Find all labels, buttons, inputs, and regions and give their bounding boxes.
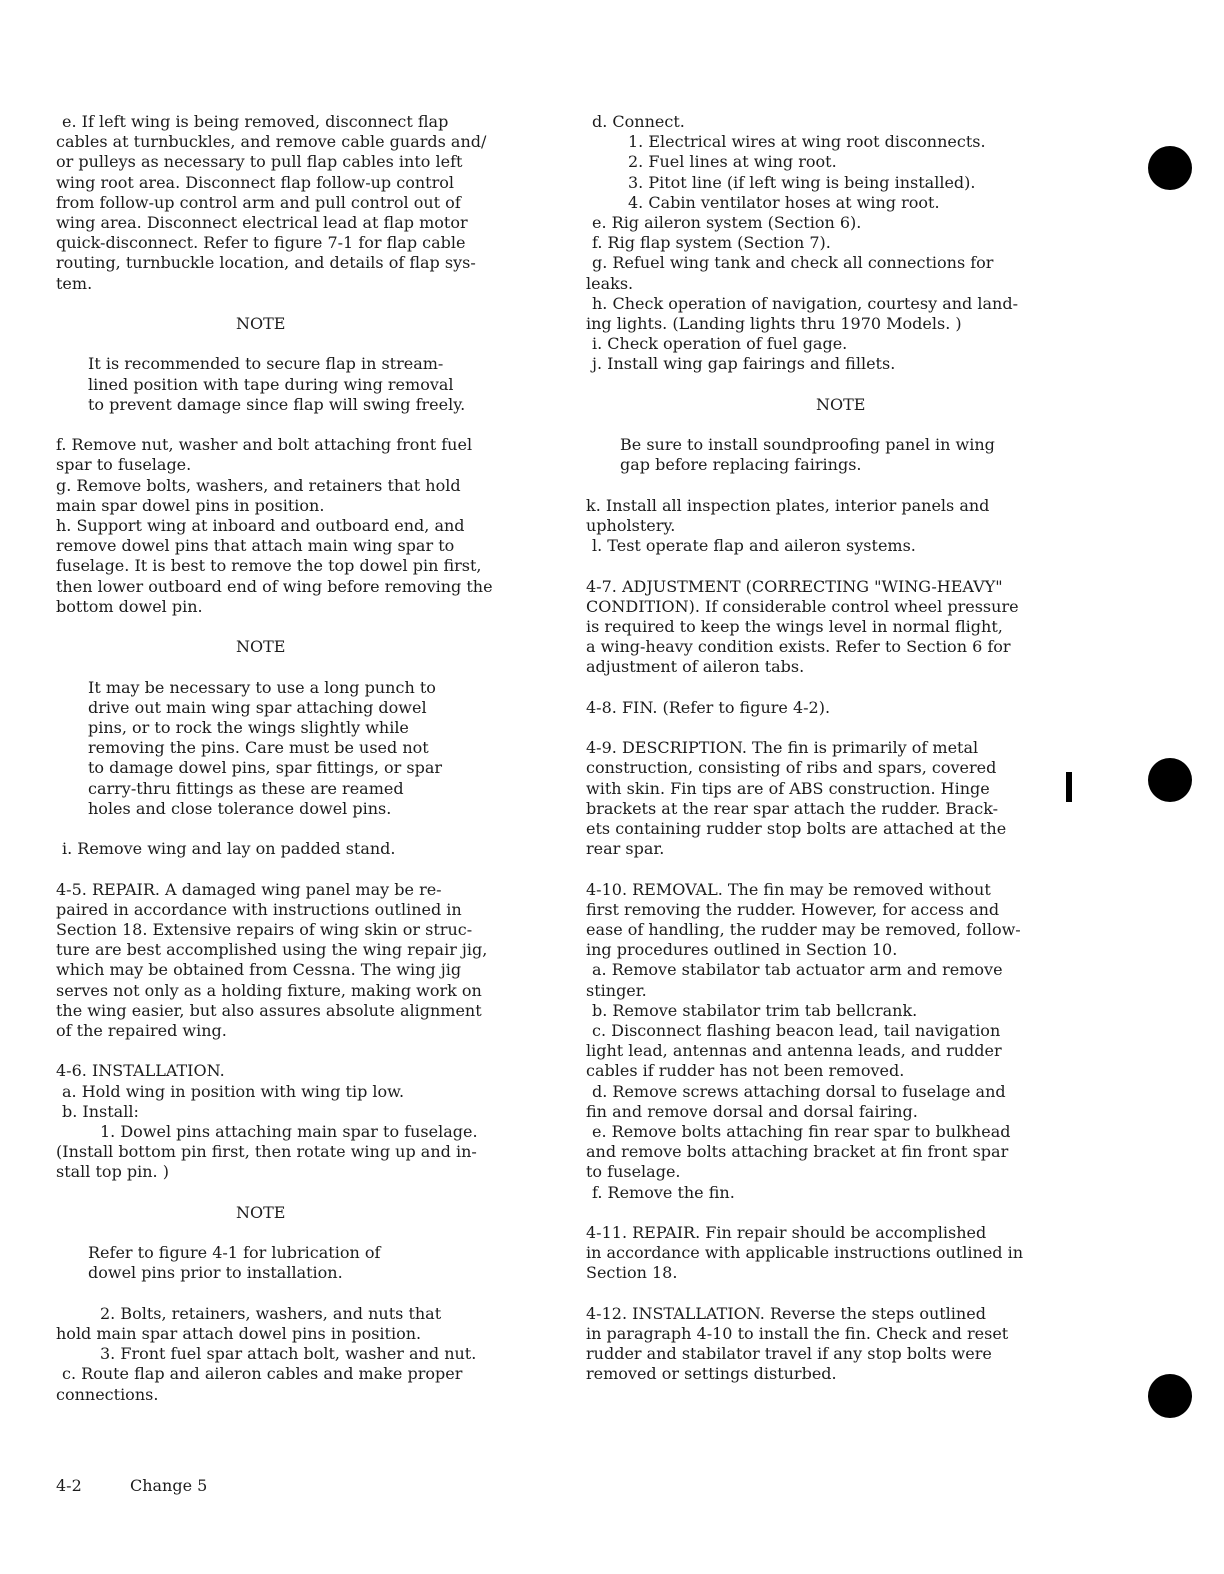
section-4-5-repair	[56, 880, 540, 1042]
text-line: 4-11. REPAIR. Fin repair should be accomplished	[586, 1223, 987, 1243]
text-line: b. Remove stabilator trim tab bellcrank.	[592, 1000, 918, 1020]
text-line: stinger.	[586, 980, 647, 1000]
text-line: fin and remove dorsal and dorsal fairing.	[586, 1101, 918, 1121]
text-line: c. Disconnect flashing beacon lead, tail navigation	[592, 1021, 1001, 1041]
text-line: stall top pin. )	[56, 1162, 169, 1182]
section-4-10-removal	[586, 880, 1072, 1203]
text-line: It is recommended to secure flap in stream-	[88, 354, 444, 374]
note-body	[56, 354, 540, 415]
text-line: to fuselage.	[586, 1162, 681, 1182]
text-line: remove dowel pins that attach main wing spar to	[56, 536, 455, 556]
text-line: adjustment of aileron tabs.	[586, 657, 805, 677]
text-line: pins, or to rock the wings slightly while	[88, 718, 409, 738]
punch-hole-middle	[1148, 758, 1192, 802]
text-line: with skin. Fin tips are of ABS construction. Hinge	[586, 778, 990, 798]
note-body	[56, 1243, 540, 1283]
section-heading: 4-6. INSTALLATION.	[56, 1061, 225, 1081]
text-line: and remove bolts attaching bracket at fin front spar	[586, 1142, 1009, 1162]
text-line: 4-10. REMOVAL. The fin may be removed without	[586, 879, 991, 899]
text-line: ing procedures outlined in Section 10.	[586, 940, 898, 960]
text-line: removed or settings disturbed.	[586, 1364, 837, 1384]
text-line: g. Refuel wing tank and check all connections for	[592, 253, 994, 273]
text-line: leaks.	[586, 273, 634, 293]
text-line: bottom dowel pin.	[56, 596, 203, 616]
text-line: upholstery.	[586, 516, 676, 536]
text-line: tem.	[56, 273, 93, 293]
text-line: 3. Pitot line (if left wing is being installed).	[628, 172, 976, 192]
text-line: g. Remove bolts, washers, and retainers that hold	[56, 475, 461, 495]
text-line: dowel pins prior to installation.	[88, 1263, 343, 1283]
text-line: l. Test operate flap and aileron systems.	[592, 536, 916, 556]
note-title: NOTE	[236, 637, 286, 657]
text-line: Refer to figure 4-1 for lubrication of	[88, 1243, 381, 1263]
text-line: a. Remove stabilator tab actuator arm and remove	[592, 960, 1003, 980]
text-line: cables at turnbuckles, and remove cable guards and/	[56, 132, 487, 152]
punch-hole-bottom	[1148, 1374, 1192, 1418]
text-line: then lower outboard end of wing before removing the	[56, 576, 493, 596]
text-line: b. Install:	[62, 1101, 139, 1121]
text-line: 1. Electrical wires at wing root disconnects.	[628, 132, 986, 152]
note-title: NOTE	[236, 314, 286, 334]
text-line: drive out main wing spar attaching dowel	[88, 697, 427, 717]
text-line: e. If left wing is being removed, disconnect flap	[62, 112, 449, 131]
section-4-9-description	[586, 738, 1072, 859]
text-line: light lead, antennas and antenna leads, and rudder	[586, 1041, 1002, 1061]
section-4-7-adjustment	[586, 577, 1072, 678]
text-line: to damage dowel pins, spar fittings, or spar	[88, 758, 443, 778]
text-line: brackets at the rear spar attach the rudder. Brack-	[586, 798, 999, 818]
text-line: carry-thru fittings as these are reamed	[88, 778, 404, 798]
text-line: Section 18.	[586, 1263, 678, 1283]
note-body	[586, 435, 1072, 475]
text-line: e. Remove bolts attaching fin rear spar to bulkhead	[592, 1122, 1011, 1142]
text-line: routing, turnbuckle location, and details of flap sys-	[56, 253, 476, 273]
text-line: a wing-heavy condition exists. Refer to Section 6 for	[586, 637, 1011, 657]
text-line: of the repaired wing.	[56, 1021, 227, 1041]
text-line: connections.	[56, 1384, 159, 1404]
punch-hole-top	[1148, 146, 1192, 190]
text-line: lined position with tape during wing removal	[88, 374, 454, 394]
text-line: ease of handling, the rudder may be removed, follow-	[586, 920, 1021, 940]
text-line: 4-12. INSTALLATION. Reverse the steps outlined	[586, 1303, 986, 1323]
text-line: construction, consisting of ribs and spars, covered	[586, 758, 997, 778]
paragraph-d-to-j	[586, 112, 1072, 375]
text-line: gap before replacing fairings.	[620, 455, 862, 475]
text-line: serves not only as a holding fixture, making work on	[56, 980, 482, 1000]
text-line: 2. Fuel lines at wing root.	[628, 152, 837, 172]
installation-continued	[56, 1304, 540, 1405]
text-line: in paragraph 4-10 to install the fin. Check and reset	[586, 1324, 1009, 1344]
paragraph-f-to-h	[56, 435, 540, 617]
text-line: fuselage. It is best to remove the top dowel pin first,	[56, 556, 482, 576]
text-line: d. Remove screws attaching dorsal to fuselage and	[592, 1081, 1006, 1101]
page-footer	[56, 1476, 207, 1496]
note-title: NOTE	[236, 1202, 286, 1222]
text-line: hold main spar attach dowel pins in position.	[56, 1324, 422, 1344]
section-4-12-installation	[586, 1304, 1072, 1385]
text-line: to prevent damage since flap will swing freely.	[88, 394, 466, 414]
paragraph-k-l	[586, 496, 1072, 557]
text-line: c. Route flap and aileron cables and make proper	[62, 1364, 463, 1384]
text-line: f. Remove nut, washer and bolt attaching front fuel	[56, 435, 473, 455]
text-line: the wing easier, but also assures absolute alignment	[56, 1000, 482, 1020]
text-line: or pulleys as necessary to pull flap cables into left	[56, 152, 463, 172]
section-4-8-fin: 4-8. FIN. (Refer to figure 4-2).	[586, 697, 831, 717]
left-column	[56, 112, 540, 1405]
text-line: 4-9. DESCRIPTION. The fin is primarily of metal	[586, 738, 979, 758]
section-4-6-installation	[56, 1061, 540, 1182]
text-line: rear spar.	[586, 839, 665, 859]
text-line: e. Rig aileron system (Section 6).	[592, 213, 862, 233]
text-line: f. Remove the fin.	[592, 1182, 735, 1202]
text-line: 2. Bolts, retainers, washers, and nuts that	[100, 1303, 442, 1323]
text-line: ets containing rudder stop bolts are attached at the	[586, 819, 1007, 839]
text-line: (Install bottom pin first, then rotate wing up and in-	[56, 1142, 477, 1162]
page-number: 4-2	[56, 1476, 82, 1495]
text-line: d. Connect.	[592, 112, 685, 131]
text-line: from follow-up control arm and pull control out of	[56, 192, 461, 212]
text-line: in accordance with applicable instructions outlined in	[586, 1243, 1024, 1263]
right-column	[586, 112, 1072, 1385]
text-line: first removing the rudder. However, for access and	[586, 899, 1000, 919]
section-4-11-repair	[586, 1223, 1072, 1284]
text-line: h. Support wing at inboard and outboard end, and	[56, 516, 465, 536]
paragraph-e-disconnect-flap	[56, 112, 540, 294]
text-line: ing lights. (Landing lights thru 1970 Models. )	[586, 314, 962, 334]
text-line: k. Install all inspection plates, interior panels and	[586, 495, 990, 515]
text-line: ture are best accomplished using the wing repair jig,	[56, 940, 488, 960]
text-line: Be sure to install soundproofing panel in wing	[620, 435, 995, 455]
text-line: 4-7. ADJUSTMENT (CORRECTING "WING-HEAVY"	[586, 576, 1003, 596]
text-line: paired in accordance with instructions outlined in	[56, 899, 462, 919]
text-line: j. Install wing gap fairings and fillets.	[592, 354, 896, 374]
note-title: NOTE	[816, 394, 866, 414]
text-line: holes and close tolerance dowel pins.	[88, 798, 392, 818]
text-line: which may be obtained from Cessna. The wing jig	[56, 960, 462, 980]
change-bar	[1066, 772, 1072, 802]
text-line: main spar dowel pins in position.	[56, 495, 325, 515]
text-line: i. Check operation of fuel gage.	[592, 334, 848, 354]
text-line: quick-disconnect. Refer to figure 7-1 for flap cable	[56, 233, 466, 253]
text-line: Section 18. Extensive repairs of wing skin or struc-	[56, 920, 473, 940]
text-line: 4. Cabin ventilator hoses at wing root.	[628, 192, 940, 212]
text-line: 1. Dowel pins attaching main spar to fuselage.	[100, 1122, 478, 1142]
change-label: Change 5	[129, 1476, 208, 1495]
text-line: spar to fuselage.	[56, 455, 192, 475]
note-body	[56, 678, 540, 819]
text-line: h. Check operation of navigation, courtesy and land-	[592, 293, 1018, 313]
text-line: wing area. Disconnect electrical lead at flap motor	[56, 213, 468, 233]
text-line: wing root area. Disconnect flap follow-up control	[56, 172, 454, 192]
text-line: CONDITION). If considerable control wheel pressure	[586, 596, 1019, 616]
text-line: is required to keep the wings level in normal flight,	[586, 617, 1003, 637]
text-line: a. Hold wing in position with wing tip low.	[62, 1081, 405, 1101]
text-line: 3. Front fuel spar attach bolt, washer and nut.	[100, 1344, 477, 1364]
text-line: rudder and stabilator travel if any stop bolts were	[586, 1344, 992, 1364]
text-line: f. Rig flap system (Section 7).	[592, 233, 831, 253]
text-line: removing the pins. Care must be used not	[88, 738, 429, 758]
text-line: It may be necessary to use a long punch to	[88, 677, 436, 697]
text-line: cables if rudder has not been removed.	[586, 1061, 905, 1081]
paragraph-i-remove-wing: i. Remove wing and lay on padded stand.	[62, 839, 396, 859]
text-line: 4-5. REPAIR. A damaged wing panel may be re-	[56, 879, 442, 899]
